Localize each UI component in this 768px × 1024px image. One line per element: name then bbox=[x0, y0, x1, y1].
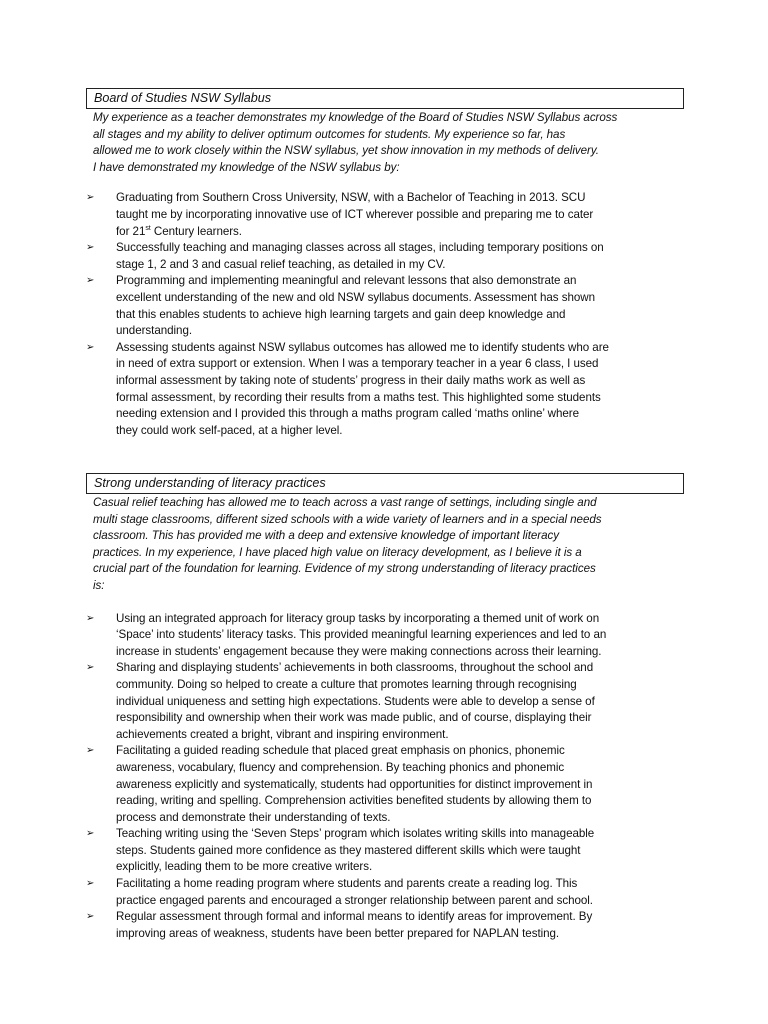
intro-line: allowed me to work closely within the NSW syllabus, yet show innovation in my methods of delivery. bbox=[93, 144, 599, 158]
bullet-line: awareness, vocabulary, fluency and comprehension. By teaching phonics and phonemic bbox=[116, 760, 565, 774]
list-item bbox=[86, 876, 684, 909]
bullet-list bbox=[86, 611, 684, 943]
bullet-line: improving areas of weakness, students have been better prepared for NAPLAN testing. bbox=[116, 926, 560, 940]
bullet-line: reading, writing and spelling. Comprehension activities benefited students by allowing them to bbox=[116, 794, 592, 808]
section-heading: Strong understanding of literacy practices bbox=[86, 473, 684, 494]
bullet-line: stage 1, 2 and 3 and casual relief teaching, as detailed in my CV. bbox=[116, 257, 446, 271]
arrow-bullet-icon: ➢ bbox=[86, 612, 95, 624]
bullet-line: Programming and implementing meaningful and relevant lessons that also demonstrate an bbox=[116, 274, 577, 288]
intro-line: I have demonstrated my knowledge of the NSW syllabus by: bbox=[93, 160, 400, 174]
list-item bbox=[86, 240, 684, 273]
bullet-line: Facilitating a home reading program where students and parents create a reading log. This bbox=[116, 877, 578, 891]
bullet-line: informal assessment by taking note of students’ progress in their daily maths work as well as bbox=[116, 373, 586, 387]
bullet-line: they could work self-paced, at a higher level. bbox=[116, 423, 343, 437]
arrow-bullet-icon: ➢ bbox=[86, 192, 95, 204]
bullet-text-fragment: Century learners. bbox=[150, 224, 242, 238]
intro-line: classroom. This has provided me with a deep and extensive knowledge of important literacy bbox=[93, 529, 559, 543]
list-item bbox=[86, 190, 684, 240]
list-item bbox=[86, 660, 684, 743]
bullet-text-fragment: for 21 bbox=[116, 224, 146, 238]
bullet-line: ‘Space’ into students’ literacy tasks. This provided meaningful learning experiences and led to an bbox=[116, 628, 607, 642]
intro-line: multi stage classrooms, different sized schools with a wide variety of learners and in a special needs bbox=[93, 512, 602, 526]
bullet-line: Assessing students against NSW syllabus outcomes has allowed me to identify students who are bbox=[116, 340, 609, 354]
bullet-line: responsibility and ownership when their work was made public, and of course, displaying their bbox=[116, 711, 592, 725]
bullet-line: Facilitating a guided reading schedule that placed great emphasis on phonics, phonemic bbox=[116, 744, 565, 758]
list-item bbox=[86, 273, 684, 339]
bullet-line: in need of extra support or extension. When I was a temporary teacher in a year 6 class, I used bbox=[116, 357, 599, 371]
superscript-ordinal: st bbox=[145, 224, 151, 232]
arrow-bullet-icon: ➢ bbox=[86, 878, 95, 890]
list-item bbox=[86, 826, 684, 876]
arrow-bullet-icon: ➢ bbox=[86, 745, 95, 757]
section-heading: Board of Studies NSW Syllabus bbox=[86, 88, 684, 109]
section-intro bbox=[93, 110, 685, 176]
intro-line: My experience as a teacher demonstrates my knowledge of the Board of Studies NSW Syllabus across bbox=[93, 111, 618, 124]
arrow-bullet-icon: ➢ bbox=[86, 911, 95, 923]
arrow-bullet-icon: ➢ bbox=[86, 242, 95, 254]
bullet-line: Regular assessment through formal and informal means to identify areas for improvement. By bbox=[116, 910, 593, 924]
intro-line: crucial part of the foundation for learning. Evidence of my strong understanding of literacy practices bbox=[93, 562, 596, 576]
bullet-line: steps. Students gained more confidence as they mastered different skills which were taught bbox=[116, 843, 581, 857]
intro-line: all stages and my ability to deliver optimum outcomes for students. My experience so far, has bbox=[93, 127, 566, 141]
bullet-line: achievements created a bright, vibrant and inspiring environment. bbox=[116, 727, 449, 741]
bullet-line: Successfully teaching and managing classes across all stages, including temporary positions on bbox=[116, 241, 604, 255]
bullet-line: increase in students’ engagement because they were making connections across their learning. bbox=[116, 644, 602, 658]
bullet-line: excellent understanding of the new and old NSW syllabus documents. Assessment has shown bbox=[116, 290, 595, 304]
bullet-line: community. Doing so helped to create a culture that promotes learning through recognising bbox=[116, 677, 577, 691]
arrow-bullet-icon: ➢ bbox=[86, 275, 95, 287]
bullet-line: individual uniqueness and setting high expectations. Students were able to develop a sense of bbox=[116, 694, 595, 708]
bullet-line: formal assessment, by recording their results from a maths test. This highlighted some students bbox=[116, 390, 601, 404]
bullet-list bbox=[86, 190, 684, 439]
list-item bbox=[86, 743, 684, 826]
section-board-of-studies bbox=[86, 88, 684, 439]
bullet-line: process and demonstrate their understanding of texts. bbox=[116, 810, 391, 824]
bullet-line: that this enables students to achieve high learning targets and gain deep knowledge and bbox=[116, 307, 566, 321]
section-literacy-practices bbox=[86, 473, 684, 942]
bullet-line: explicitly, leading them to be more creative writers. bbox=[116, 860, 373, 874]
bullet-line: Teaching writing using the ‘Seven Steps’ program which isolates writing skills into manageable bbox=[116, 827, 595, 841]
bullet-line: taught me by incorporating innovative use of ICT wherever possible and preparing me to cater bbox=[116, 207, 594, 221]
list-item bbox=[86, 340, 684, 440]
bullet-line: Using an integrated approach for literacy group tasks by incorporating a themed unit of work on bbox=[116, 611, 600, 625]
bullet-line bbox=[116, 224, 684, 241]
list-item bbox=[86, 611, 684, 661]
intro-line: is: bbox=[93, 578, 105, 592]
section-intro bbox=[93, 495, 685, 595]
intro-line: practices. In my experience, I have placed high value on literacy development, as I believe it is a bbox=[93, 545, 582, 559]
list-item bbox=[86, 909, 684, 942]
bullet-line: Sharing and displaying students’ achievements in both classrooms, throughout the school and bbox=[116, 661, 594, 675]
bullet-line: Graduating from Southern Cross University, NSW, with a Bachelor of Teaching in 2013. SCU bbox=[116, 191, 586, 205]
bullet-line: understanding. bbox=[116, 324, 193, 338]
bullet-line: awareness explicitly and systematically, students had opportunities for distinct improvement in bbox=[116, 777, 593, 791]
bullet-line: practice engaged parents and encouraged a stronger relationship between parent and school. bbox=[116, 893, 593, 907]
arrow-bullet-icon: ➢ bbox=[86, 828, 95, 840]
arrow-bullet-icon: ➢ bbox=[86, 341, 95, 353]
intro-line: Casual relief teaching has allowed me to teach across a vast range of settings, including single and bbox=[93, 496, 597, 509]
arrow-bullet-icon: ➢ bbox=[86, 662, 95, 674]
bullet-line: needing extension and I provided this through a maths program called ‘maths online’ where bbox=[116, 407, 580, 421]
